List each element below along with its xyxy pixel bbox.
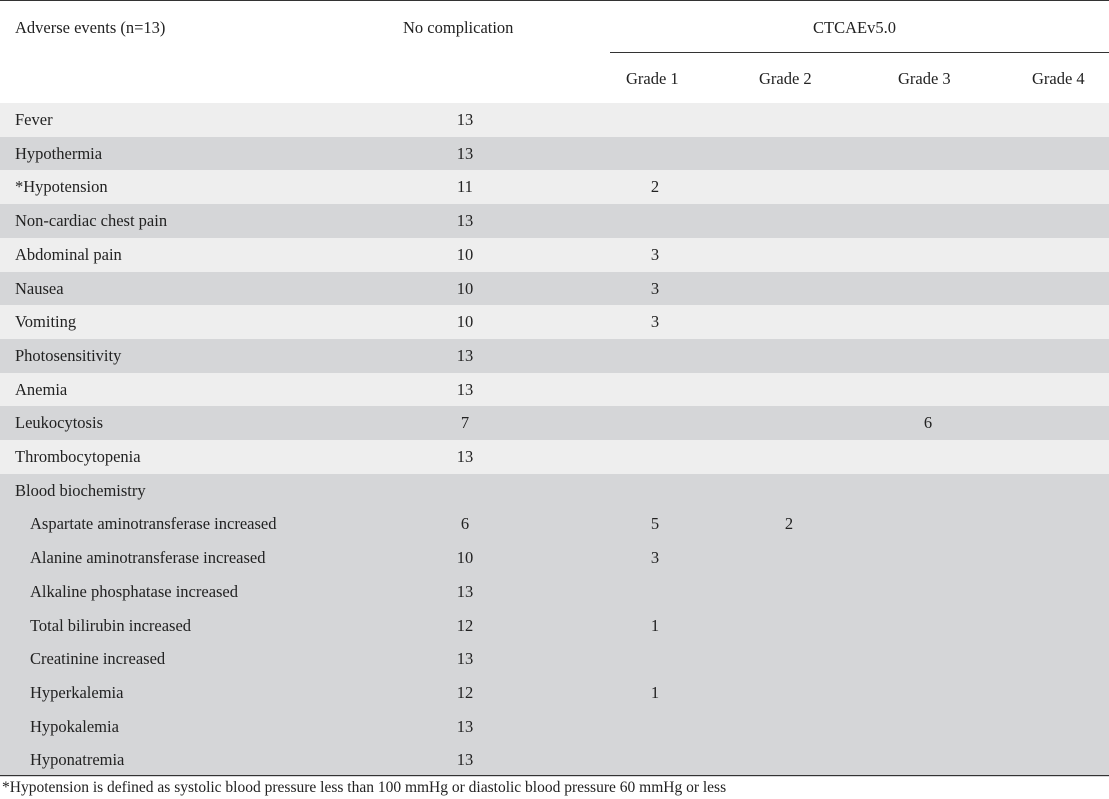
cell-grade-2 — [749, 339, 829, 373]
cell-grade-4 — [1022, 170, 1102, 204]
row-label: Nausea — [15, 278, 64, 298]
cell-grade-1 — [615, 642, 695, 676]
row-label: Fever — [15, 110, 53, 130]
table-row — [0, 609, 1109, 643]
cell-grade-4 — [1022, 474, 1102, 508]
table-row — [0, 238, 1109, 272]
cell-grade-3 — [888, 238, 968, 272]
cell-grade-3 — [888, 642, 968, 676]
row-label: Hypokalemia — [30, 716, 119, 736]
cell-grade-3 — [888, 609, 968, 643]
cell-grade-2 — [749, 373, 829, 407]
table-row — [0, 406, 1109, 440]
cell-grade-3: 6 — [923, 413, 933, 433]
cell-no-complication: 12 — [456, 682, 474, 702]
cell-grade-2 — [749, 204, 829, 238]
cell-no-complication: 13 — [456, 581, 474, 601]
cell-grade-1 — [615, 204, 695, 238]
cell-no-complication: 12 — [456, 615, 474, 635]
cell-grade-4 — [1022, 541, 1102, 575]
cell-grade-1 — [615, 137, 695, 171]
table-row — [0, 272, 1109, 306]
cell-grade-4 — [1022, 507, 1102, 541]
cell-grade-3 — [888, 474, 968, 508]
table-row — [0, 743, 1109, 777]
row-label: Alanine aminotransferase increased — [30, 548, 266, 568]
cell-grade-1: 3 — [650, 278, 660, 298]
cell-no-complication: 13 — [456, 447, 474, 467]
cell-grade-4 — [1022, 272, 1102, 306]
cell-grade-2 — [749, 238, 829, 272]
cell-grade-2 — [749, 575, 829, 609]
row-label: Anemia — [15, 379, 68, 399]
table-header — [0, 0, 1109, 105]
cell-grade-1: 3 — [650, 312, 660, 332]
row-label: Photosensitivity — [15, 345, 122, 365]
cell-no-complication: 13 — [456, 750, 474, 770]
header-grade-3: Grade 3 — [898, 69, 951, 88]
cell-grade-3 — [888, 507, 968, 541]
cell-grade-4 — [1022, 676, 1102, 710]
table-row — [0, 373, 1109, 407]
cell-no-complication: 10 — [456, 312, 474, 332]
cell-no-complication: 7 — [460, 413, 470, 433]
cell-grade-4 — [1022, 710, 1102, 744]
cell-grade-4 — [1022, 204, 1102, 238]
cell-grade-2: 2 — [784, 514, 794, 534]
table-row — [0, 474, 1109, 508]
cell-grade-4 — [1022, 238, 1102, 272]
table-row — [0, 642, 1109, 676]
cell-grade-1 — [615, 339, 695, 373]
cell-grade-2 — [749, 676, 829, 710]
row-label: Alkaline phosphatase increased — [30, 581, 239, 601]
cell-grade-2 — [749, 642, 829, 676]
cell-grade-3 — [888, 170, 968, 204]
cell-grade-1 — [615, 710, 695, 744]
header-grade-1: Grade 1 — [626, 69, 679, 88]
cell-grade-4 — [1022, 575, 1102, 609]
row-label: Hypothermia — [15, 143, 103, 163]
row-label: Hyperkalemia — [30, 682, 124, 702]
cell-grade-2 — [749, 137, 829, 171]
cell-grade-2 — [749, 272, 829, 306]
cell-grade-3 — [888, 710, 968, 744]
cell-no-complication: 10 — [456, 244, 474, 264]
cell-grade-1 — [615, 373, 695, 407]
cell-grade-4 — [1022, 440, 1102, 474]
cell-grade-4 — [1022, 103, 1102, 137]
row-label: Non-cardiac chest pain — [15, 211, 168, 231]
header-grade-2: Grade 2 — [759, 69, 812, 88]
table-row — [0, 305, 1109, 339]
cell-no-complication — [425, 474, 505, 508]
header-adverse-events: Adverse events (n=13) — [15, 18, 166, 37]
cell-no-complication: 11 — [457, 177, 473, 197]
cell-grade-1: 5 — [650, 514, 660, 534]
table-row — [0, 541, 1109, 575]
cell-grade-2 — [749, 710, 829, 744]
row-label: Aspartate aminotransferase increased — [30, 514, 277, 534]
cell-grade-2 — [749, 440, 829, 474]
cell-grade-3 — [888, 373, 968, 407]
cell-grade-4 — [1022, 743, 1102, 777]
table-row — [0, 204, 1109, 238]
row-label: Leukocytosis — [15, 413, 103, 433]
table-row — [0, 137, 1109, 171]
table-row — [0, 103, 1109, 137]
cell-grade-3 — [888, 137, 968, 171]
cell-grade-1 — [615, 406, 695, 440]
cell-grade-2 — [749, 103, 829, 137]
cell-grade-1 — [615, 575, 695, 609]
cell-grade-4 — [1022, 339, 1102, 373]
cell-grade-4 — [1022, 642, 1102, 676]
cell-no-complication: 10 — [456, 548, 474, 568]
cell-grade-1 — [615, 103, 695, 137]
table-row — [0, 507, 1109, 541]
cell-grade-3 — [888, 440, 968, 474]
cell-grade-1 — [615, 474, 695, 508]
cell-grade-3 — [888, 272, 968, 306]
table-row — [0, 440, 1109, 474]
cell-grade-1: 3 — [650, 244, 660, 264]
cell-grade-2 — [749, 609, 829, 643]
cell-no-complication: 13 — [456, 110, 474, 130]
cell-grade-1: 1 — [650, 615, 660, 635]
cell-grade-2 — [749, 743, 829, 777]
row-label: Total bilirubin increased — [30, 615, 192, 635]
cell-no-complication: 10 — [456, 278, 474, 298]
row-label: *Hypotension — [15, 177, 108, 197]
cell-grade-4 — [1022, 373, 1102, 407]
cell-grade-3 — [888, 743, 968, 777]
row-label: Thrombocytopenia — [15, 447, 141, 467]
cell-no-complication: 13 — [456, 345, 474, 365]
cell-grade-1 — [615, 743, 695, 777]
table-row — [0, 339, 1109, 373]
cell-grade-2 — [749, 305, 829, 339]
cell-no-complication: 13 — [456, 716, 474, 736]
table-row — [0, 710, 1109, 744]
header-grade-4: Grade 4 — [1032, 69, 1085, 88]
cell-grade-1: 3 — [650, 548, 660, 568]
cell-grade-4 — [1022, 609, 1102, 643]
cell-grade-1: 2 — [650, 177, 660, 197]
cell-grade-3 — [888, 339, 968, 373]
table-row — [0, 575, 1109, 609]
cell-no-complication: 13 — [456, 143, 474, 163]
cell-no-complication: 13 — [456, 379, 474, 399]
cell-grade-1 — [615, 440, 695, 474]
table-row — [0, 676, 1109, 710]
table-bottom-rule — [0, 775, 1109, 776]
header-group-rule — [610, 52, 1109, 53]
cell-no-complication: 13 — [456, 211, 474, 231]
cell-grade-3 — [888, 575, 968, 609]
cell-grade-2 — [749, 170, 829, 204]
cell-grade-3 — [888, 541, 968, 575]
cell-grade-4 — [1022, 406, 1102, 440]
cell-grade-1: 1 — [650, 682, 660, 702]
row-label: Hyponatremia — [30, 750, 125, 770]
cell-grade-3 — [888, 103, 968, 137]
row-label: Abdominal pain — [15, 244, 122, 264]
cell-grade-2 — [749, 541, 829, 575]
cell-no-complication: 6 — [460, 514, 470, 534]
cell-grade-3 — [888, 676, 968, 710]
cell-grade-3 — [888, 305, 968, 339]
cell-no-complication: 13 — [456, 649, 474, 669]
table-row — [0, 170, 1109, 204]
row-label: Vomiting — [15, 312, 77, 332]
cell-grade-2 — [749, 406, 829, 440]
header-ctcae-group: CTCAEv5.0 — [813, 18, 896, 37]
row-label: Blood biochemistry — [15, 480, 146, 500]
header-no-complication: No complication — [403, 18, 514, 37]
table-footnote: *Hypotension is defined as systolic blood pressure less than 100 mmHg or diastolic blood pressure 60 mmHg or less — [2, 779, 727, 796]
cell-grade-4 — [1022, 137, 1102, 171]
row-label: Creatinine increased — [30, 649, 166, 669]
cell-grade-4 — [1022, 305, 1102, 339]
cell-grade-2 — [749, 474, 829, 508]
cell-grade-3 — [888, 204, 968, 238]
